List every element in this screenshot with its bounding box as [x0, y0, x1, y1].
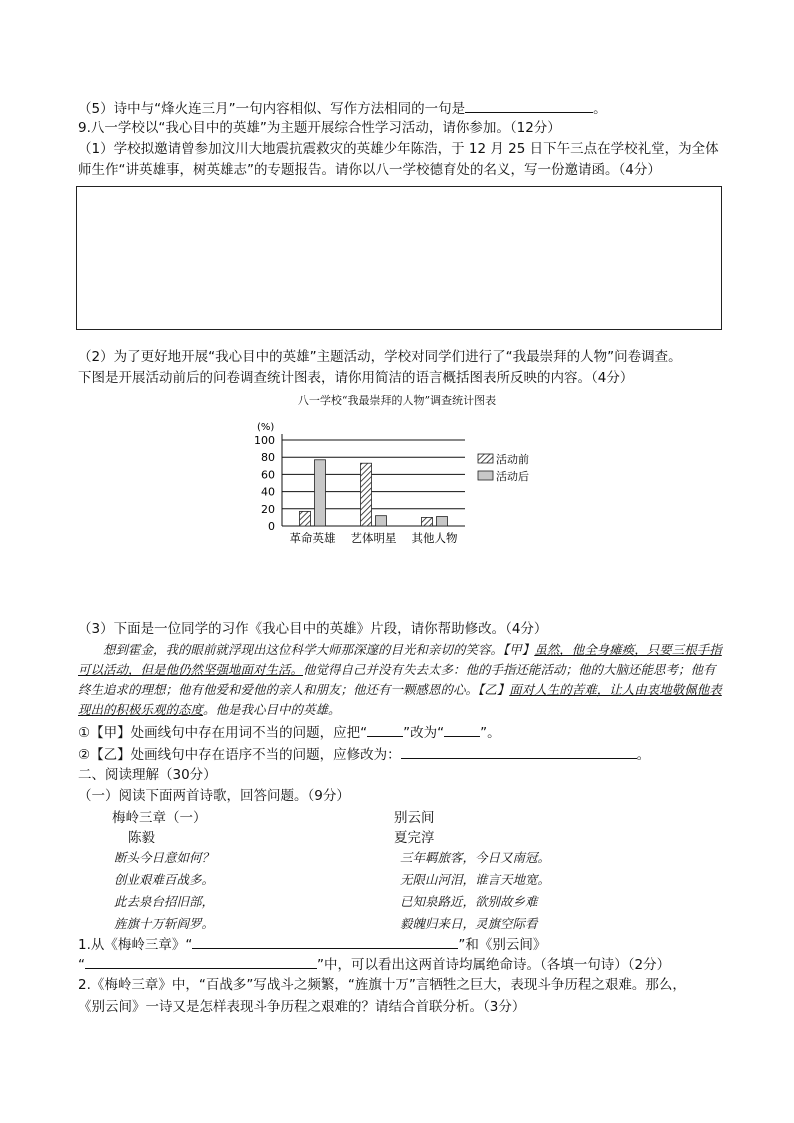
poem-q1-blank2[interactable]	[85, 954, 317, 969]
q5-end: 。	[593, 101, 607, 117]
section2-title: 二、阅读理解（30分）	[78, 767, 217, 783]
poem1-title: 梅岭三章（一）	[112, 810, 207, 826]
x-tick-label: 艺体明星	[350, 531, 397, 545]
q9-title: 9.八一学校以“我心目中的英雄”为主题开展综合性学习活动，请你参加。（12分）	[78, 120, 561, 136]
poem1-line: 断头今日意如何？	[114, 850, 215, 865]
q3-head: （3）下面是一位同学的习作《我心目中的英雄》片段，请你帮助修改。（4分）	[78, 621, 548, 637]
y-tick-label: 40	[261, 485, 275, 499]
poem2-author: 夏完淳	[394, 830, 435, 846]
q9-p1-line1: （1）学校拟邀请曾参加汶川大地震抗震救灾的英雄少年陈浩，于 12 月 25 日下午三点在学校礼堂，为全体	[78, 141, 719, 157]
bar-before	[300, 511, 311, 526]
q3-item2	[78, 744, 650, 764]
q5-answer-blank[interactable]	[465, 98, 593, 113]
x-tick-label: 其他人物	[411, 531, 458, 545]
q9-p1-line2: 师生作“讲英雄事，树英雄志”的专题报告。请你以八一学校德育处的名义，写一份邀请函。（4分）	[78, 162, 661, 178]
q3-item1-blank2[interactable]	[444, 722, 480, 737]
y-axis-label: (%)	[257, 422, 275, 433]
poem2-line: 三年羁旅客，今日又南冠。	[400, 850, 551, 865]
invitation-answer-box[interactable]	[76, 186, 722, 330]
q3-item1-text: ①【甲】处画线句中存在用词不当的问题，应把“	[78, 725, 368, 741]
poem1-line: 此去泉台招旧部，	[114, 894, 215, 909]
legend-label: 活动前	[496, 453, 529, 466]
poem2-line: 毅魄归来日，灵旗空际看	[400, 916, 538, 931]
x-tick-label: 革命英雄	[289, 531, 336, 545]
q3-item2-blank[interactable]	[401, 744, 637, 759]
poem-q2-line1: 2.《梅岭三章》中，“百战多”写战斗之频繁，“旌旗十万”言牺牲之巨大，表现斗争历程之艰难。那么，	[78, 977, 686, 993]
y-tick-label: 60	[261, 468, 275, 482]
bar-after	[315, 460, 326, 526]
q5-line	[78, 98, 607, 118]
chart-title: 八一学校“我最崇拜的人物”调查统计图表	[297, 394, 497, 407]
q9-p2-line1: （2）为了更好地开展“我心目中的英雄”主题活动，学校对同学们进行了“我最崇拜的人物”问卷调查。	[78, 349, 682, 365]
bar-after	[376, 516, 387, 526]
section2-part1: （一）阅读下面两首诗歌，回答问题。（9分）	[78, 788, 350, 804]
bar-before	[361, 463, 372, 526]
poem-q1-quote: “	[78, 957, 85, 973]
poem-q1-blank1[interactable]	[192, 934, 458, 949]
q3-item1-end: ”。	[480, 725, 501, 741]
poem1-line: 旌旗十万斩阎罗。	[114, 916, 215, 931]
y-tick-label: 100	[254, 434, 275, 447]
q3-item1-blank1[interactable]	[367, 722, 403, 737]
q3-item1	[78, 722, 501, 742]
q9-p2-line2: 下图是开展活动前后的问卷调查统计图表，请你用简洁的语言概括图表所反映的内容。（4分）	[78, 370, 634, 386]
bar-after	[437, 517, 448, 526]
poem-q1-line1	[78, 934, 546, 954]
poem-q1-line2	[78, 954, 670, 974]
poem-q1-end: ”中，可以看出这两首诗均属绝命诗。（各填一句诗）（2分）	[317, 957, 671, 973]
essay-underline-jia: 虽然，他全身瘫痪，只要三根手指可以活动，但是他仍然坚强地面对生活。	[78, 642, 722, 677]
y-tick-label: 80	[261, 451, 275, 465]
poem1-line: 创业艰难百战多。	[114, 872, 215, 887]
survey-bar-chart	[240, 415, 560, 555]
q3-item1-mid: ”改为“	[403, 725, 445, 741]
essay-passage	[78, 640, 724, 720]
poem-q2-line2: 《别云间》一诗又是怎样表现斗争历程之艰难的？请结合首联分析。（3分）	[78, 999, 526, 1015]
q5-text: （5）诗中与“烽火连三月”一句内容相似、写作方法相同的一句是	[78, 101, 466, 117]
bar-before	[422, 517, 433, 526]
poem2-line: 已知泉路近，欲别故乡难	[400, 894, 538, 909]
legend-label: 活动后	[496, 470, 529, 483]
y-tick-label: 0	[268, 520, 275, 533]
poem2-title: 别云间	[394, 810, 435, 826]
poem-q1-text: 1.从《梅岭三章》“	[78, 937, 193, 953]
poem-q1-mid: ”和《别云间》	[458, 937, 547, 953]
legend-swatch	[478, 454, 493, 463]
essay-part-a: 想到霍金，我的眼前就浮现出这位科学大师那深邃的目光和亲切的笑容。【甲】	[103, 642, 535, 657]
y-tick-label: 20	[261, 502, 275, 516]
legend-swatch	[478, 471, 493, 480]
q3-item2-end: 。	[636, 747, 651, 763]
essay-part-c: 他觉得自己并没有失去太多：他的手指还能活动；他的大脑还能思考；他有终生追求的理想；他有他爱和爱他的亲人和朋友；他还有一颗感恩的心。【乙】	[78, 662, 716, 697]
poem1-author: 陈毅	[128, 830, 155, 846]
poem2-line: 无限山河泪，谁言天地宽。	[400, 872, 551, 887]
q3-item2-text: ②【乙】处画线句中存在语序不当的问题，应修改为：	[78, 747, 401, 763]
essay-part-e: 。他是我心目中的英雄。	[203, 702, 341, 717]
essay-underline-yi: 面对人生的苦难，让人由衷地敬佩他表现出的积极乐观的态度	[78, 682, 722, 717]
